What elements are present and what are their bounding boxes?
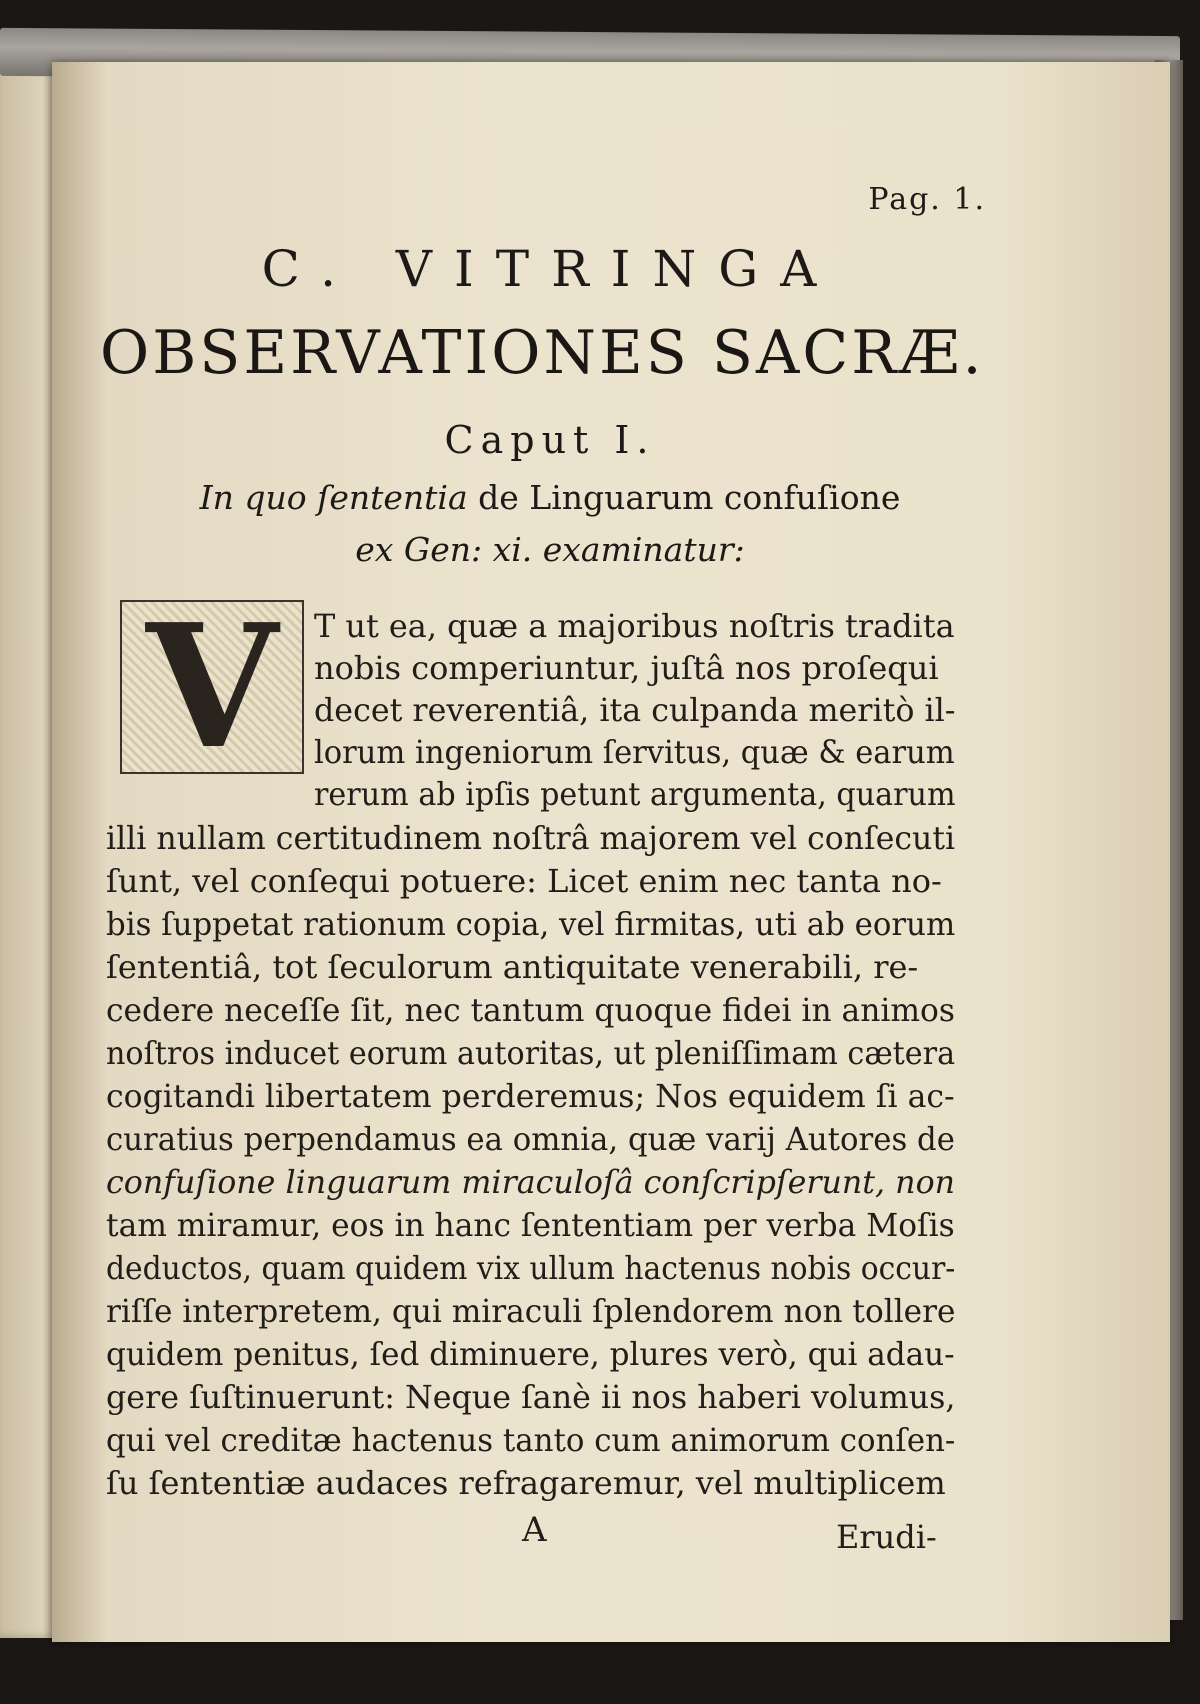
chapter-heading: Caput I. [444, 418, 656, 462]
subtitle-roman: de Linguarum confuſione [478, 478, 901, 517]
author-name: C. VITRINGA [261, 240, 839, 298]
text-line: nobis comperiuntur, juſtâ nos proſequi [314, 649, 939, 687]
text-line: lorum ingeniorum ſervitus, quæ & earum [314, 733, 955, 771]
text-line: rerum ab ipſis petunt argumenta, quarum [314, 775, 956, 813]
chapter-subtitle-line-1 [150, 478, 950, 517]
text-line: noſtros inducet eorum autoritas, ut pleniſſimam cætera [106, 1034, 956, 1072]
left-page-edge [0, 58, 60, 1638]
text-line: confuſione linguarum miraculoſâ conſcripſerunt, non [106, 1163, 956, 1201]
subtitle-italic: In quo ſententia [199, 478, 468, 517]
text-line: cogitandi libertatem perderemus; Nos equidem ſi ac- [106, 1077, 955, 1115]
chapter-subtitle-line-2: ex Gen: xi. examinatur: [355, 530, 745, 569]
catchword: Erudi- [836, 1518, 937, 1556]
text-line: quidem penitus, ſed diminuere, plures verò, qui adau- [106, 1335, 955, 1373]
text-line: tam miramur, eos in hanc ſententiam per verba Moſis [106, 1206, 955, 1244]
signature-mark: A [522, 1510, 547, 1550]
text-line: bis ſuppetat rationum copia, vel firmitas, uti ab eorum [106, 905, 956, 943]
text-line: curatius perpendamus ea omnia, quæ varij Autores de [106, 1120, 955, 1158]
text-line: deductos, quam quidem vix ullum hactenus nobis occur- [106, 1249, 956, 1287]
ornamental-drop-cap [120, 587, 304, 787]
text-line: qui vel creditæ hactenus tanto cum animorum conſen- [106, 1421, 956, 1459]
text-line: illi nullam certitudinem noſtrâ majorem vel conſecuti [106, 819, 956, 857]
text-line: cedere neceſſe ſit, nec tantum quoque fidei in animos [106, 991, 955, 1029]
running-head: Pag. 1. [868, 182, 986, 217]
book-title: OBSERVATIONES SACRÆ. [100, 318, 985, 388]
text-line: ſententiâ, tot ſeculorum antiquitate venerabili, re- [106, 948, 919, 986]
text-line: decet reverentiâ, ita culpanda meritò il- [314, 691, 956, 729]
drop-cap-letter: V [146, 587, 278, 787]
text-line: riſſe interpretem, qui miraculi ſplendorem non tollere [106, 1292, 956, 1330]
text-line: ſunt, vel conſequi potuere: Licet enim nec tanta no- [106, 862, 942, 900]
text-line: gere ſuſtinuerunt: Neque ſanè ii nos haberi volumus, [106, 1378, 956, 1416]
text-line: ſu ſententiæ audaces refragaremur, vel multiplicem [106, 1464, 946, 1502]
text-line: T ut ea, quæ a majoribus noſtris tradita [314, 607, 955, 645]
